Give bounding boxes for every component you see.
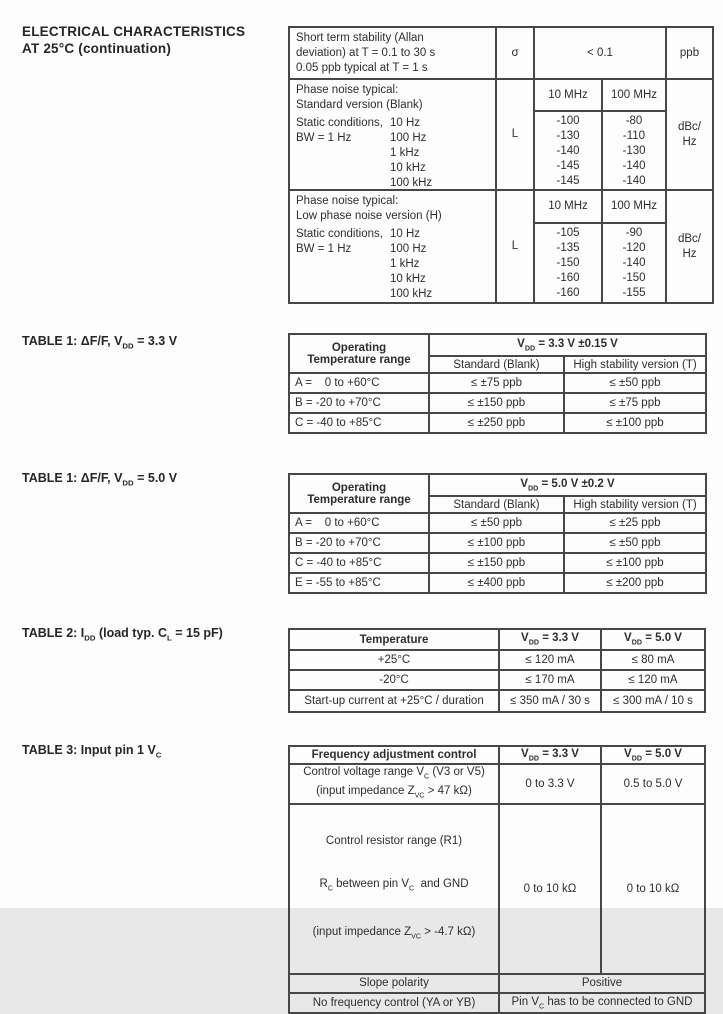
- voltage-range-50v-cell: 0.5 to 5.0 V: [601, 764, 705, 804]
- standard-value-cell: ≤ ±250 ppb: [429, 413, 564, 433]
- control-resistor-range-cell: [289, 804, 499, 974]
- high-stability-value-cell: ≤ ±50 ppb: [564, 373, 706, 393]
- standard-value-cell: ≤ ±150 ppb: [429, 553, 564, 573]
- table-row: [289, 513, 706, 533]
- vdd50-header: $V_{DD} = 5.0$ V: [601, 746, 705, 764]
- table-row: [289, 553, 706, 573]
- col-header-10mhz: 10 MHz: [548, 200, 588, 212]
- cond-line1: Static conditions,: [296, 117, 383, 129]
- value-cell: -140: [556, 145, 580, 157]
- value-cell: -160: [556, 287, 580, 299]
- sub-header-standard: Standard (Blank): [429, 496, 564, 513]
- control-voltage-range-cell: [289, 764, 499, 804]
- freq-item: 100 Hz: [390, 132, 427, 144]
- title-line1: Phase noise typical:: [296, 84, 399, 96]
- unit-line2: Hz: [682, 135, 697, 148]
- slope-polarity-value-cell: Positive: [499, 974, 705, 993]
- phase-noise-low-noise-section: [290, 191, 712, 302]
- phase-noise-low-noise-title: [296, 194, 495, 224]
- page-title-line1: ELECTRICAL CHARACTERISTICS: [22, 24, 246, 39]
- symbol-cell: L: [495, 80, 533, 189]
- cond-line2: BW = 1 Hz: [296, 243, 352, 255]
- table-row: [289, 993, 705, 1013]
- temperature-cell: Start-up current at +25°C / duration: [289, 690, 499, 712]
- phase-noise-standard-section: [290, 80, 712, 191]
- value-cell: -145: [556, 175, 580, 187]
- high-stability-value-cell: ≤ ±25 ppb: [564, 513, 706, 533]
- table-row: [289, 690, 705, 712]
- resistor-range-50v-cell: 0 to 10 kΩ: [601, 804, 705, 974]
- conditions-labels: [296, 227, 390, 302]
- vdd33-header: $V_{DD} = 3.3$ V: [499, 629, 601, 650]
- phase-noise-standard-title: [296, 83, 495, 113]
- temp-range-cell: B = -20 to +70°C: [289, 393, 429, 413]
- high-stability-value-cell: ≤ ±50 ppb: [564, 533, 706, 553]
- temp-range-cell: C = -40 to +85°C: [289, 413, 429, 433]
- standard-value-cell: ≤ ±50 ppb: [429, 513, 564, 533]
- sub-header-high-stability: High stability version (T): [564, 496, 706, 513]
- freq-item: 100 kHz: [390, 288, 433, 300]
- cond-line2: BW = 1 Hz: [296, 132, 352, 144]
- table-row: [289, 393, 706, 413]
- value-cell: -135: [556, 242, 580, 254]
- freq-item: 10 kHz: [390, 273, 426, 285]
- freq-item: 10 kHz: [390, 162, 426, 174]
- resistor-range-33v-cell: 0 to 10 kΩ: [499, 804, 601, 974]
- cell-line1: Control resistor range (R1): [325, 834, 463, 847]
- value-cell: -150: [622, 272, 646, 284]
- temp-range-header-line1: Operating: [331, 341, 387, 354]
- table3-input-pin: [288, 745, 706, 1014]
- standard-value-cell: ≤ ±100 ppb: [429, 533, 564, 553]
- cell-line1: Control voltage range $V_C$ (V3 or V5): [303, 766, 485, 781]
- table-row: [289, 804, 705, 974]
- value-cell: -130: [556, 130, 580, 142]
- sub-header-standard: Standard (Blank): [429, 356, 564, 373]
- allan-symbol-cell: σ: [495, 28, 533, 78]
- sub-header-high-stability: High stability version (T): [564, 356, 706, 373]
- current-33v-cell: ≤ 170 mA: [499, 670, 601, 690]
- phase-noise-values-block: [533, 80, 665, 189]
- title-line2: Standard version (Blank): [296, 99, 423, 111]
- value-cell: -120: [622, 242, 646, 254]
- electrical-characteristics-table: [288, 26, 714, 304]
- voltage-range-33v-cell: 0 to 3.3 V: [499, 764, 601, 804]
- title-line1: Phase noise typical:: [296, 195, 399, 207]
- cond-line1: Static conditions,: [296, 228, 383, 240]
- freq-item: 100 Hz: [390, 243, 427, 255]
- table-row: [289, 373, 706, 393]
- vdd33-header: $V_{DD} = 3.3$ V: [499, 746, 601, 764]
- current-33v-cell: ≤ 120 mA: [499, 650, 601, 670]
- symbol-cell: L: [495, 191, 533, 302]
- phase-noise-values: [535, 112, 665, 189]
- allan-line3: 0.05 ppb typical at T = 1 s: [296, 62, 428, 74]
- table-row: [289, 573, 706, 593]
- vdd-span-header: $V_{DD} = 5.0$ V ±0.2 V: [429, 474, 706, 496]
- value-cell: -160: [556, 272, 580, 284]
- table3-caption: TABLE 3: Input pin 1 $V_C$: [22, 743, 162, 760]
- unit-line2: Hz: [682, 247, 697, 260]
- frequency-column-headers: [535, 191, 665, 224]
- value-cell: -130: [622, 145, 646, 157]
- freq-item: 100 kHz: [390, 177, 433, 189]
- offset-frequency-list: [390, 227, 432, 302]
- static-conditions-block: [296, 227, 495, 302]
- current-50v-cell: ≤ 80 mA: [601, 650, 705, 670]
- temperature-cell: +25°C: [289, 650, 499, 670]
- frequency-column-headers: [535, 80, 665, 112]
- phase-noise-values-block: [533, 191, 665, 302]
- cell-line3: (input impedance $Z_{VC} > -4.7$ kΩ): [312, 925, 476, 941]
- unit-cell: [665, 80, 712, 189]
- cell-line2: $R_C$ between pin $V_C$ and GND: [319, 878, 469, 893]
- current-50v-cell: ≤ 300 mA / 10 s: [601, 690, 705, 712]
- freq-item: 10 Hz: [390, 117, 421, 129]
- temp-range-header-cell: [289, 474, 429, 513]
- current-50v-cell: ≤ 120 mA: [601, 670, 705, 690]
- value-cell: -100: [556, 115, 580, 127]
- offset-frequency-list: [390, 116, 432, 191]
- value-cell: -140: [622, 175, 646, 187]
- freq-item: 1 kHz: [390, 258, 420, 270]
- table-row: [289, 413, 706, 433]
- unit-line1: dBc/: [677, 232, 701, 245]
- table2-caption: TABLE 2: $I_{DD}$ (load typ. $C_L = 15$ pF): [22, 626, 223, 643]
- unit-line1: dBc/: [677, 120, 701, 133]
- table1-33v-caption: TABLE 1: ΔF/F, $V_{DD} = 3.3$ V: [22, 334, 178, 351]
- high-stability-value-cell: ≤ ±200 ppb: [564, 573, 706, 593]
- freq-adjust-header: Frequency adjustment control: [289, 746, 499, 764]
- allan-line2: deviation) at T = 0.1 to 30 s: [296, 47, 436, 59]
- table-row: [289, 533, 706, 553]
- unit-cell: [665, 191, 712, 302]
- page-title: [22, 24, 245, 57]
- table-row: [289, 764, 705, 804]
- page-title-line2: AT 25°C (continuation): [22, 40, 172, 56]
- temp-range-header-cell: [289, 334, 429, 373]
- value-cell: -105: [556, 227, 580, 239]
- table1-50v: [288, 473, 707, 594]
- value-cell: -145: [556, 160, 580, 172]
- values-100mhz: [601, 112, 665, 189]
- value-cell: -150: [556, 257, 580, 269]
- slope-polarity-label-cell: Slope polarity: [289, 974, 499, 993]
- standard-value-cell: ≤ ±400 ppb: [429, 573, 564, 593]
- phase-noise-low-noise-description: [290, 191, 495, 302]
- table2-idd: [288, 628, 706, 713]
- value-cell: -155: [622, 287, 646, 299]
- high-stability-value-cell: ≤ ±100 ppb: [564, 553, 706, 573]
- phase-noise-standard-description: [290, 80, 495, 189]
- vdd-span-header: $V_{DD} = 3.3$ V ±0.15 V: [429, 334, 706, 356]
- values-10mhz: [535, 226, 601, 302]
- standard-value-cell: ≤ ±75 ppb: [429, 373, 564, 393]
- standard-value-cell: ≤ ±150 ppb: [429, 393, 564, 413]
- temp-range-cell: A = 0 to +60°C: [289, 513, 429, 533]
- allan-unit-cell: ppb: [665, 28, 712, 78]
- col-header-100mhz: 100 MHz: [601, 191, 665, 222]
- no-freq-control-value-cell: Pin $V_C$ has to be connected to GND: [499, 993, 705, 1013]
- temp-range-cell: C = -40 to +85°C: [289, 553, 429, 573]
- value-cell: -140: [622, 160, 646, 172]
- cell-line2: (input impedance $Z_{VC} > 47$ kΩ): [316, 784, 472, 800]
- phase-noise-values: [535, 224, 665, 302]
- high-stability-value-cell: ≤ ±100 ppb: [564, 413, 706, 433]
- value-cell: -110: [622, 130, 646, 142]
- table-row: [289, 650, 705, 670]
- freq-item: 10 Hz: [390, 228, 421, 240]
- high-stability-value-cell: ≤ ±75 ppb: [564, 393, 706, 413]
- allan-description-cell: [290, 28, 495, 78]
- temp-range-cell: B = -20 to +70°C: [289, 533, 429, 553]
- col-header-10mhz: 10 MHz: [548, 88, 588, 101]
- values-10mhz: [535, 114, 601, 189]
- temperature-header: Temperature: [289, 629, 499, 650]
- no-freq-control-label-cell: No frequency control (YA or YB): [289, 993, 499, 1013]
- table1-33v: [288, 333, 707, 434]
- table-row: [289, 974, 705, 993]
- value-cell: -80: [625, 115, 643, 127]
- current-33v-cell: ≤ 350 mA / 30 s: [499, 690, 601, 712]
- allan-deviation-row: [290, 28, 712, 80]
- allan-line1: Short term stability (Allan: [296, 32, 424, 44]
- value-cell: -90: [625, 227, 643, 239]
- temperature-cell: -20°C: [289, 670, 499, 690]
- temp-range-header-line1: Operating: [331, 481, 387, 494]
- allan-value-cell: < 0.1: [533, 28, 665, 78]
- temp-range-header-line2: Temperature range: [307, 493, 411, 506]
- title-line2: Low phase noise version (H): [296, 210, 442, 222]
- conditions-labels: [296, 116, 390, 191]
- temp-range-header-line2: Temperature range: [307, 353, 411, 366]
- freq-item: 1 kHz: [390, 147, 420, 159]
- vdd50-header: $V_{DD} = 5.0$ V: [601, 629, 705, 650]
- table-row: [289, 670, 705, 690]
- temp-range-cell: E = -55 to +85°C: [289, 573, 429, 593]
- value-cell: -140: [622, 257, 646, 269]
- col-header-100mhz: 100 MHz: [601, 80, 665, 110]
- static-conditions-block: [296, 116, 495, 191]
- table1-50v-caption: TABLE 1: ΔF/F, $V_{DD} = 5.0$ V: [22, 471, 178, 488]
- values-100mhz: [601, 224, 665, 302]
- temp-range-cell: A = 0 to +60°C: [289, 373, 429, 393]
